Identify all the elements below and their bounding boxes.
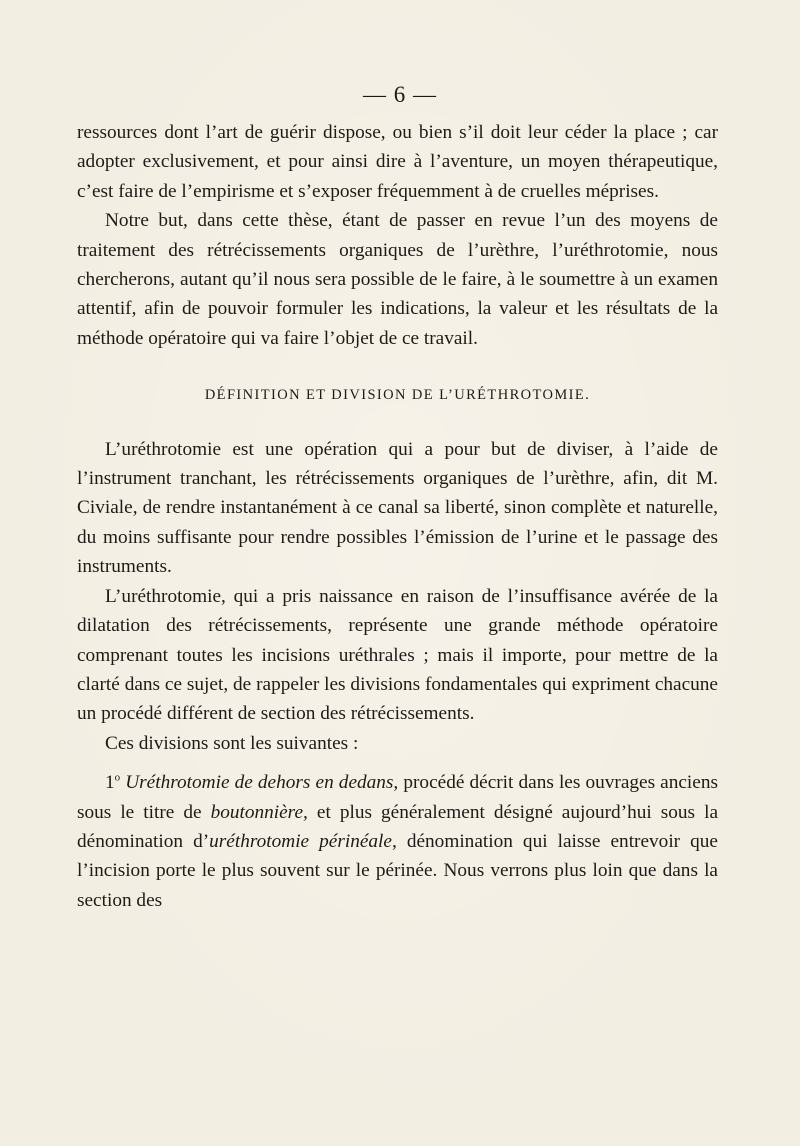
paragraph-4: L’uréthrotomie, qui a pris naissance en raison de l’insuffisance avérée de la dilatation des rétrécissements, représente une grande méthode opératoire comprenant toutes les incisions uréthrales ; mais il importe, pour mettre de la clarté dans ce sujet, de rappeler les divisions fondamentales qui expriment chacune un procédé différent de section des rétrécissements. bbox=[77, 585, 718, 725]
ordinal-mark: o bbox=[114, 771, 121, 784]
term-uretrotomie-perineale: uréthrotomie périnéale, bbox=[209, 830, 397, 852]
page-number: — 6 — bbox=[363, 82, 437, 107]
spacer bbox=[77, 758, 718, 768]
list-number: 1 bbox=[105, 772, 115, 794]
paragraph-6 bbox=[77, 768, 718, 915]
text-segment-1: procédé décrit dans les ouvrages anciens sous le titre de bbox=[77, 772, 718, 823]
text-segment-3: dénomination qui laisse entrevoir que l’incision porte le plus souvent sur le périnée. Nous verrons plus loin que dans la section des bbox=[77, 830, 718, 911]
paragraph-3: L’uréthrotomie est une opération qui a pour but de diviser, à l’aide de l’instrument tranchant, les rétrécissements organiques de l’urèthre, afin, dit M. Civiale, de rendre instantanément à ce canal sa liberté, sinon complète et naturelle, du moins suffisante pour rendre possibles l’émission de l’urine et le passage des instruments. bbox=[77, 438, 718, 578]
body-text bbox=[77, 118, 718, 915]
paragraph-1: ressources dont l’art de guérir dispose, ou bien s’il doit leur céder la place ; car adopter exclusivement, et pour ainsi dire à l’aventure, un moyen thérapeutique, c’est faire de l’empirisme et s’exposer fréquemment à de cruelles méprises. bbox=[77, 122, 718, 202]
paragraph-2: Notre but, dans cette thèse, étant de passer en revue l’un des moyens de traitement des rétrécissements organiques de l’urèthre, l’uréthrotomie, nous chercherons, autant qu’il nous sera possible de le faire, à le soumettre à un examen attentif, afin de pouvoir formuler les indications, la valeur et les résultats de la méthode opératoire qui va faire l’objet de ce travail. bbox=[77, 210, 718, 349]
paragraph-5: Ces divisions sont les suivantes : bbox=[105, 732, 359, 754]
term-boutonniere: boutonnière, bbox=[210, 801, 308, 823]
text-segment-2: et plus généralement désigné aujourd’hui sous la dénomination d’ bbox=[77, 801, 719, 852]
term-uretrotomie-dehors: Uréthrotomie de dehors en dedans, bbox=[125, 772, 399, 794]
section-heading: DÉFINITION ET DIVISION DE L’URÉTHROTOMIE. bbox=[204, 387, 591, 404]
